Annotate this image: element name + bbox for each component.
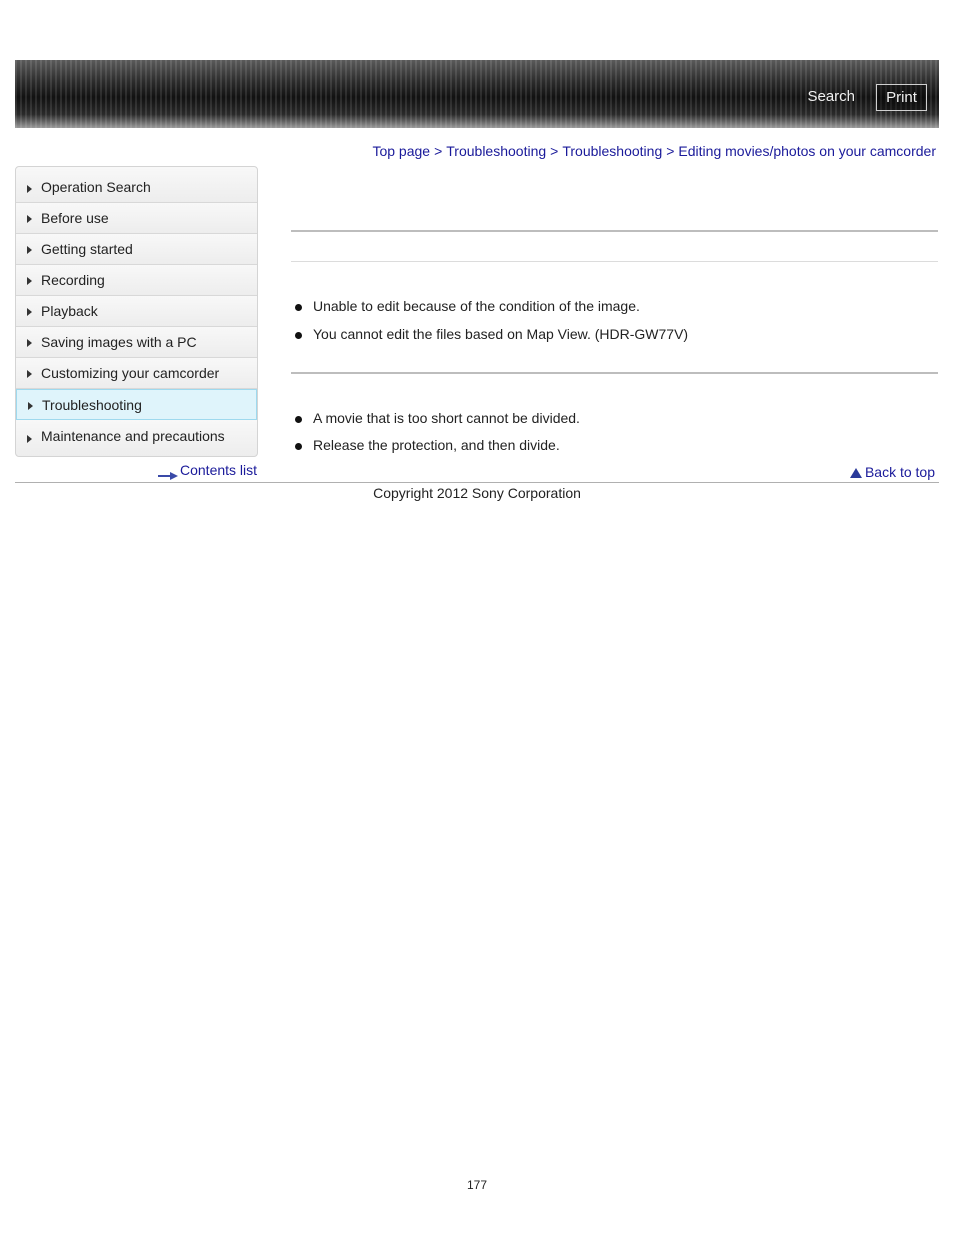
breadcrumb-current-page[interactable]: Editing movies/photos on your camcorder [678,143,936,159]
sidebar-item-label: Saving images with a PC [41,334,197,350]
sidebar-item-saving-images[interactable] [16,327,257,358]
section-title-rule [291,230,938,232]
contents-list-link[interactable] [158,462,257,478]
sidebar-item-label: Before use [41,210,109,226]
list-item [295,326,688,342]
list-item [295,298,640,314]
list-item [295,437,560,453]
arrow-right-icon [27,246,32,254]
bullet-icon [295,416,302,423]
print-button[interactable]: Print [876,84,927,111]
sidebar-nav [15,166,258,457]
footer-divider [15,482,939,483]
breadcrumb [372,143,936,159]
sidebar-item-maintenance[interactable] [16,420,257,456]
sidebar-item-label: Troubleshooting [42,397,142,413]
arrow-right-icon [27,339,32,347]
breadcrumb-troubleshooting[interactable]: Troubleshooting [446,143,547,159]
breadcrumb-top-page[interactable]: Top page [372,143,431,159]
arrow-right-icon [27,215,32,223]
search-link[interactable]: Search [807,88,855,105]
arrow-right-icon [27,277,32,285]
top-header-bar [15,60,939,128]
arrow-right-icon [27,308,32,316]
section-subtitle-rule [291,261,938,262]
sidebar-item-label: Operation Search [41,179,151,195]
arrow-right-icon [158,467,178,475]
sidebar-item-troubleshooting[interactable] [16,389,257,420]
bullet-icon [295,304,302,311]
triangle-up-icon [850,468,862,478]
list-item [295,410,580,426]
list-item-text: You cannot edit the files based on Map View. (HDR-GW77V) [313,326,689,342]
sidebar-item-getting-started[interactable] [16,234,257,265]
arrow-right-icon [28,402,33,410]
arrow-right-icon [27,435,32,443]
breadcrumb-troubleshooting-sub[interactable]: Troubleshooting [562,143,663,159]
sidebar-item-customizing[interactable] [16,358,257,389]
section-divider-rule [291,372,938,374]
breadcrumb-separator: > [666,143,675,159]
sidebar-item-recording[interactable] [16,265,257,296]
sidebar-item-operation-search[interactable] [16,167,257,203]
sidebar-item-label: Maintenance and precautions [41,428,225,444]
list-item-text: A movie that is too short cannot be divided. [313,410,580,426]
contents-list-label: Contents list [180,462,258,478]
sidebar-item-label: Getting started [41,241,133,257]
bullet-icon [295,332,302,339]
sidebar-item-playback[interactable] [16,296,257,327]
back-to-top-link[interactable] [850,464,935,480]
page-number: 177 [466,1178,488,1192]
list-item-text: Release the protection, and then divide. [313,437,560,453]
breadcrumb-separator: > [434,143,443,159]
arrow-right-icon [27,370,32,378]
sidebar-item-label: Playback [41,303,98,319]
sidebar-item-before-use[interactable] [16,203,257,234]
breadcrumb-separator: > [550,143,559,159]
back-to-top-label: Back to top [864,464,935,480]
sidebar-item-label: Recording [41,272,105,288]
copyright-text: Copyright 2012 Sony Corporation [373,485,581,501]
list-item-text: Unable to edit because of the condition of the image. [313,298,640,314]
arrow-right-icon [27,185,32,193]
sidebar-item-label: Customizing your camcorder [41,365,220,381]
bullet-icon [295,443,302,450]
